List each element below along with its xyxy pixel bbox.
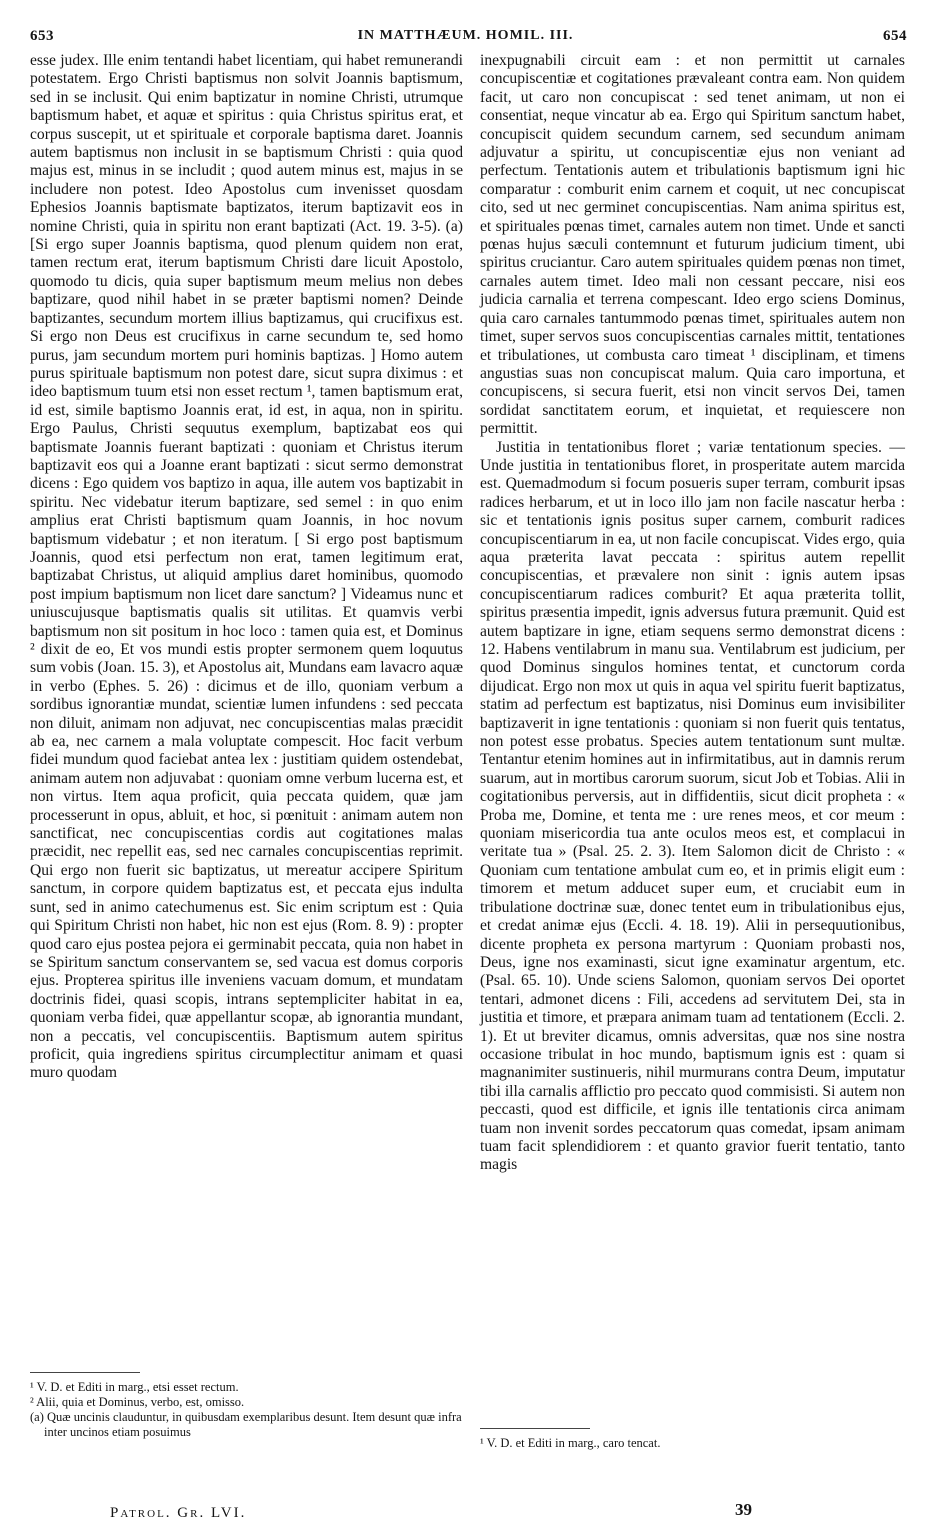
footnote: ¹ V. D. et Editi in marg., caro tencat.: [480, 1436, 661, 1450]
left-footnotes: [30, 1380, 463, 1440]
series-signature: Patrol. Gr. LVI.: [110, 1505, 247, 1521]
left-page-number: 653: [30, 28, 54, 44]
gathering-number: 39: [735, 1500, 752, 1519]
footnote: (a) Quæ uncinis clauduntur, in quibusdam exemplaribus desunt. Item desunt quæ infra inter uncinos etiam posuimus: [30, 1410, 462, 1439]
right-column-paragraph: Justitia in tentationibus floret ; variæ tentationum species. — Unde justitia in tentationibus floret, in prosperitate autem marcida est. Quemadmodum si focum posueris super terram, comburit ipsas radices herbarum, et ut in loco illo jam non facile nascatur herba : sic et tentationis ignis positus super carnem, comburit radices concupiscentiarum in ea, ut non facile concupiscat. Vides ergo, quia aqua præterita lavat peccata : spiritus autem repellit concupiscentias, et prævalere non sinit : ignis autem ipsas concupiscentiarum radices comburit? Et aqua præterita tollit, spiritus præsentia impedit, ignis adversus futura præmunit. Quid est autem baptizare in igne, etiam sequens sermo demonstrat dicens : 12. Habens ventilabrum in manu sua. Ventilabrum est judicium, per quod Dominus singulos homines tentat, et cunctorum corda dijudicat. Ergo non mox ut quis in aqua vel spiritu fuerit baptizatus, statim ad perfectum est baptizatus, nisi Dominus eum invisibiliter baptizaverit in igne tentationis : quoniam si non fuerit quis tentatus, non potest esse probatus. Species autem tentationum sunt multæ. Tentantur etenim homines aut in infirmitatibus, aut in damnis rerum suarum, aut in mortibus carorum suorum, sicut Job et Tobias. Alii in cogitationibus perversis, aut in diffidentiis, sicut dicit propheta : « Proba me, Domine, et tenta me : ure renes meos, et cor meum : quoniam misericordia tua ante oculos meos est, et complacui in veritate tua » (Psal. 25. 2. 3). Item Salomon dicit de Christo : « Quoniam cum tentatione ambulat cum eo, et in primis eligit eum : timorem et metum adducet super eum, et cruciabit eum in tribulatione doctrinæ suæ, donec tentet eum in tribulationibus ejus, et credat animæ ejus (Eccli. 4. 18. 19). Alii in persequutionibus, dicente propheta ex persona martyrum : Quoniam probasti nos, Deus, igne nos examinasti, sicut igne examinatur argentum, etc. (Psal. 65. 10). Unde sciens Salomon, quoniam servos Dei oportet tentari, admonet dicens : Fili, accedens ad servitutem Dei, sta in justitia et timore, et præpara animam tuam ad tentationem (Eccli. 2. 1). Et ut breviter dicamus, omnis adversitas, quæ nos sine nostra occasione tribulat in hoc mundo, baptismum ignis est : quam si magnanimiter sustinueris, nihil murmurans contra Deum, imputatur tibi illa carnalis afflictio pro peccato quod commisisti. Si autem non peccasti, quod est difficile, et ignis ille tentationis circa animam tuam non invenit sordes peccatorum quas comedat, ipsam animam tuam facit splendidiorem : et quanto gravior fuerit tentatio, tanto magis: [480, 438, 905, 1174]
right-column: [480, 52, 905, 1175]
right-page-number: 654: [883, 28, 907, 44]
right-footnotes: [480, 1436, 905, 1451]
footnote: ¹ V. D. et Editi in marg., etsi esset rectum.: [30, 1380, 239, 1394]
right-column-paragraph: inexpugnabili circuit eam : et non permittit ut carnales concupiscentiæ et cogitationes prævaleant contra eam. Non quidem facit, ut caro non concupiscat : sed tenet animam, ut non ei consentiat, neque vincatur ab ea. Ergo qui Spiritum sanctum habet, concupiscit quidem secundum carnem, sed secundum animam adjuvatur a spiritu, ut concupiscentiæ ejus non veniant ad perfectum. Tentationis autem et tribulationis baptismum igni hic comparatur : comburit enim carnem et coquit, ut nec concupiscat cito, sed ut nec germinet concupiscentias. Nam anima spiritus est, et spirituales pœnas timet, carnales autem non timet. Unde et sancti pœnas hujus sæculi contemnunt et futurum judicium timent, ubi spiritus cruciantur. Caro autem spirituales quidem pœnas non timet, carnales autem timet. Ideo mali non cessant peccare, nisi eos judicia carnalia et terrena compescant. Ideo ergo sciens Dominus, quia caro carnales tantummodo pœnas timet, spirituales autem non timet, super servos suos concupiscentias carnales mittit, tentationes et tribulationes, ut combusta caro timeat ¹ disciplinam, et timens angustias suas non concupiscat malum. Quia caro importuna, et concupiscens, si secura fuerit, etsi non vincit servos Dei, tamen sordidat sanctitatem eorum, et inquietat, et requiescere non permittit.: [480, 52, 905, 438]
footnote-rule-right: [480, 1428, 590, 1429]
running-title: IN MATTHÆUM. HOMIL. III.: [357, 28, 574, 43]
left-column: [30, 52, 463, 1083]
left-column-paragraph: esse judex. Ille enim tentandi habet licentiam, qui habet remunerandi potestatem. Ergo Christi baptismus non solvit Joannis baptismum, sed in se inclusit. Qui enim baptizatur in nomine Christi, utrumque baptismum habet, et aquæ et spiritus : quia Christus spiritus erat, et corpus suscepit, ut et spirituale et corporale baptisma daret. Joannis autem baptismus non inclusit in se baptismum Christi : quia quod majus est, minus in se includit ; quod autem minus est, majus in se includere non potest. Ideo Apostolus cum invenisset quosdam Ephesios Joannis baptismate baptizatos, iterum baptizavit eos in nomine Christi, quia in spiritu non erant baptizati (Act. 19. 3-5). (a) [Si ergo super Joannis baptisma, quod plenum quidem non erat, tamen rectum erat, iterum baptismum Christi dare licuit Apostolo, quomodo tu dicis, quia super baptismum meum melius non debes baptizare, quod nihil habet in se præter baptismi nomen? Deinde baptizantes, secundum mortem illius baptizamus, qui crucifixus est. Si ergo non Deus est crucifixus in carne secundum te, sed homo purus, jam secundum mortem puri hominis baptizas. ] Homo autem purus spirituale baptismum non potest dare, sicut supra diximus : et ideo baptismum tuum etsi non esset rectum ¹, tamen baptismum erat, id est, simile baptismo Joannis erat, id est, in aqua, non in spiritu. Ergo Paulus, Christi sequutus exemplum, baptizabat eos qui baptismate Joannis fuerant baptizati : quoniam et Christus iterum baptizavit eos qui a Joanne erant baptizati : sicut sermo demonstrat dicens : Ego quidem vos baptizo in aqua, ille autem vos baptizabit in spiritu. Nec videbatur iterum baptizare, sed semel : in quo enim amplius erat Christi baptismum quam Joannis, in hoc novum baptismum videbatur ; et non iteratum. [ Si ergo post baptismum Joannis, quod etsi perfectum non erat, tamen legitimum erat, baptizabat Christus, ut aliquid amplius daret hominibus, quomodo post impium baptismum non licet dare sanctum? ] Videamus nunc et uniuscujusque baptismatis qualis sit utilitas. Et quamvis verbi baptismum non sit positum in hoc loco : tamen quia est, et Dominus ² dixit de eo, Et vos mundi estis propter sermonem quem loquutus sum vobis (Joan. 15. 3), et Apostolus ait, Mundans eam lavacro aquæ in verbo (Ephes. 5. 26) : dicimus et de illo, quoniam verbum a sordibus ignorantiæ mundat, scientiæ lumen infundens : sed peccata non diluit, animam non adjuvat, nec concupiscentias malas præcidit ab ea, nec carnem a mala voluptate compescit. Hoc facit verbum fidei mundum quod faciebat antea lex : justitiam quidem ostendebat, animam autem non adjuvabat : quoniam omne verbum lucerna est, et non virtus. Item aqua proficit, quia peccata quidem, quæ jam processerunt in opus, abluit, et hoc, si pœnituit : animam autem non sanctificat, nec concupiscentias cordis aut cogitationes malas præcidit, nec repellit eas, sed nec carnales concupiscentias reprimit. Qui ergo non fuerit sic baptizatus, ut mereatur accipere Spiritum sanctum, in corpore quidem baptizatus est, et peccata ejus indulta sunt, sed in animo catechumenus est. Sic enim scriptum est : Quia qui Spiritum Christi non habet, hic non est ejus (Rom. 8. 9) : propter quod caro ejus postea pejora ei germinabit peccata, quia non habet in se Spiritum sanctum conservantem se, sed vacua est domus corporis ejus. Propterea spiritus ille inveniens vacuam domum, et mundatam doctrinis fidei, quasi scopis, intrans septempliciter habitat in ea, quoniam verba fidei, quæ appellantur scopæ, ab ignorantia mundant, non a peccatis, vel concupiscentiis. Baptismum autem spiritus proficit, quia ingrediens spiritus circumplectitur animam et quasi muro quodam: [30, 52, 463, 1082]
footnote: ² Alii, quia et Dominus, verbo, est, omisso.: [30, 1395, 245, 1409]
footnote-rule-left: [30, 1372, 140, 1373]
